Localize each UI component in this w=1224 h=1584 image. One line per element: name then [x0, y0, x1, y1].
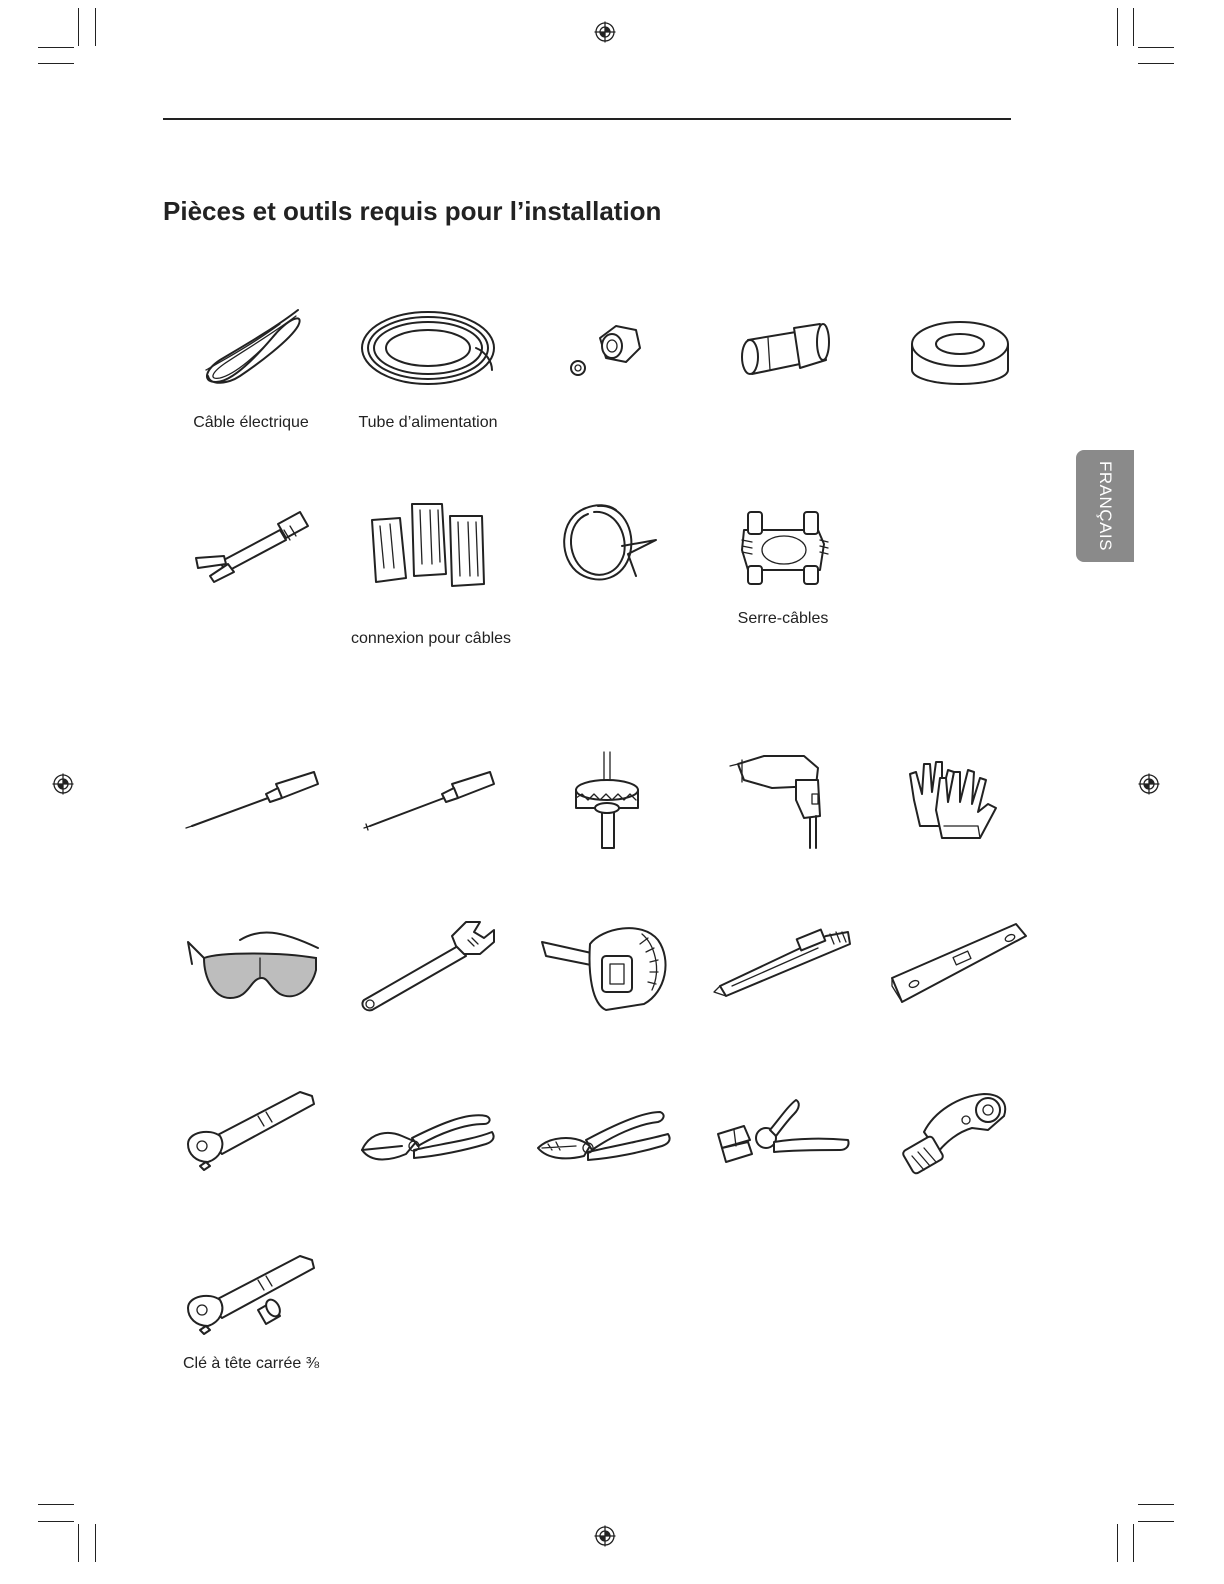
power-drill-icon [708, 750, 858, 850]
power-cable-icon [180, 298, 330, 398]
registration-mark-icon [594, 21, 616, 43]
wire-cutter-icon [356, 1090, 506, 1190]
crop-mark [1138, 47, 1174, 48]
phillips-screwdriver-icon [356, 752, 506, 852]
crop-mark [1117, 8, 1118, 46]
safety-glasses-icon [180, 918, 330, 1018]
page-title: Pièces et outils requis pour l’installation [163, 196, 662, 226]
level-icon [884, 914, 1034, 1014]
pipe-coupling-icon [708, 298, 858, 398]
tape-roll-icon [884, 298, 1034, 398]
part-label: Tube d’alimentation [358, 414, 498, 431]
crop-mark [1138, 1504, 1174, 1505]
pliers-icon [532, 1094, 682, 1194]
torque-wrench-icon [180, 1082, 330, 1182]
hose-clamp-icon [532, 496, 682, 596]
utility-knife-icon [708, 914, 858, 1014]
language-tab [1076, 450, 1134, 562]
crop-mark [78, 1524, 79, 1562]
crop-mark [1138, 63, 1174, 64]
registration-mark-icon [1138, 773, 1160, 795]
crop-mark [1133, 8, 1134, 46]
crop-mark [95, 1524, 96, 1562]
crop-mark [38, 47, 74, 48]
hole-saw-icon [532, 750, 682, 850]
crop-mark [1133, 1524, 1134, 1562]
wire-stripper-icon [708, 1090, 858, 1190]
crop-mark [78, 8, 79, 46]
pipe-cutter-icon [884, 1082, 1034, 1182]
crop-mark [38, 63, 74, 64]
torque-adapter-icon [180, 500, 330, 600]
registration-mark-icon [594, 1525, 616, 1547]
flare-nut-icon [532, 298, 682, 398]
cable-clamp-icon [708, 500, 858, 600]
crop-mark [95, 8, 96, 46]
ratchet-socket-icon [180, 1246, 330, 1346]
gloves-icon [884, 750, 1034, 850]
tubing-coil-icon [356, 298, 506, 398]
crop-mark [1138, 1521, 1174, 1522]
tape-measure-icon [532, 914, 682, 1014]
part-label: connexion pour câbles [350, 630, 512, 647]
part-label: Câble électrique [193, 414, 309, 431]
tool-label: Clé à tête carrée ⅜ [182, 1355, 320, 1372]
header-rule [163, 118, 1011, 120]
registration-mark-icon [52, 773, 74, 795]
adjustable-wrench-icon [356, 914, 506, 1014]
crop-mark [38, 1504, 74, 1505]
flat-screwdriver-icon [180, 752, 330, 852]
part-label: Serre-câbles [737, 610, 829, 627]
crop-mark [1117, 1524, 1118, 1562]
crop-mark [38, 1521, 74, 1522]
language-tab-label: FRANÇAIS [1096, 461, 1115, 551]
wire-nuts-icon [356, 498, 506, 598]
